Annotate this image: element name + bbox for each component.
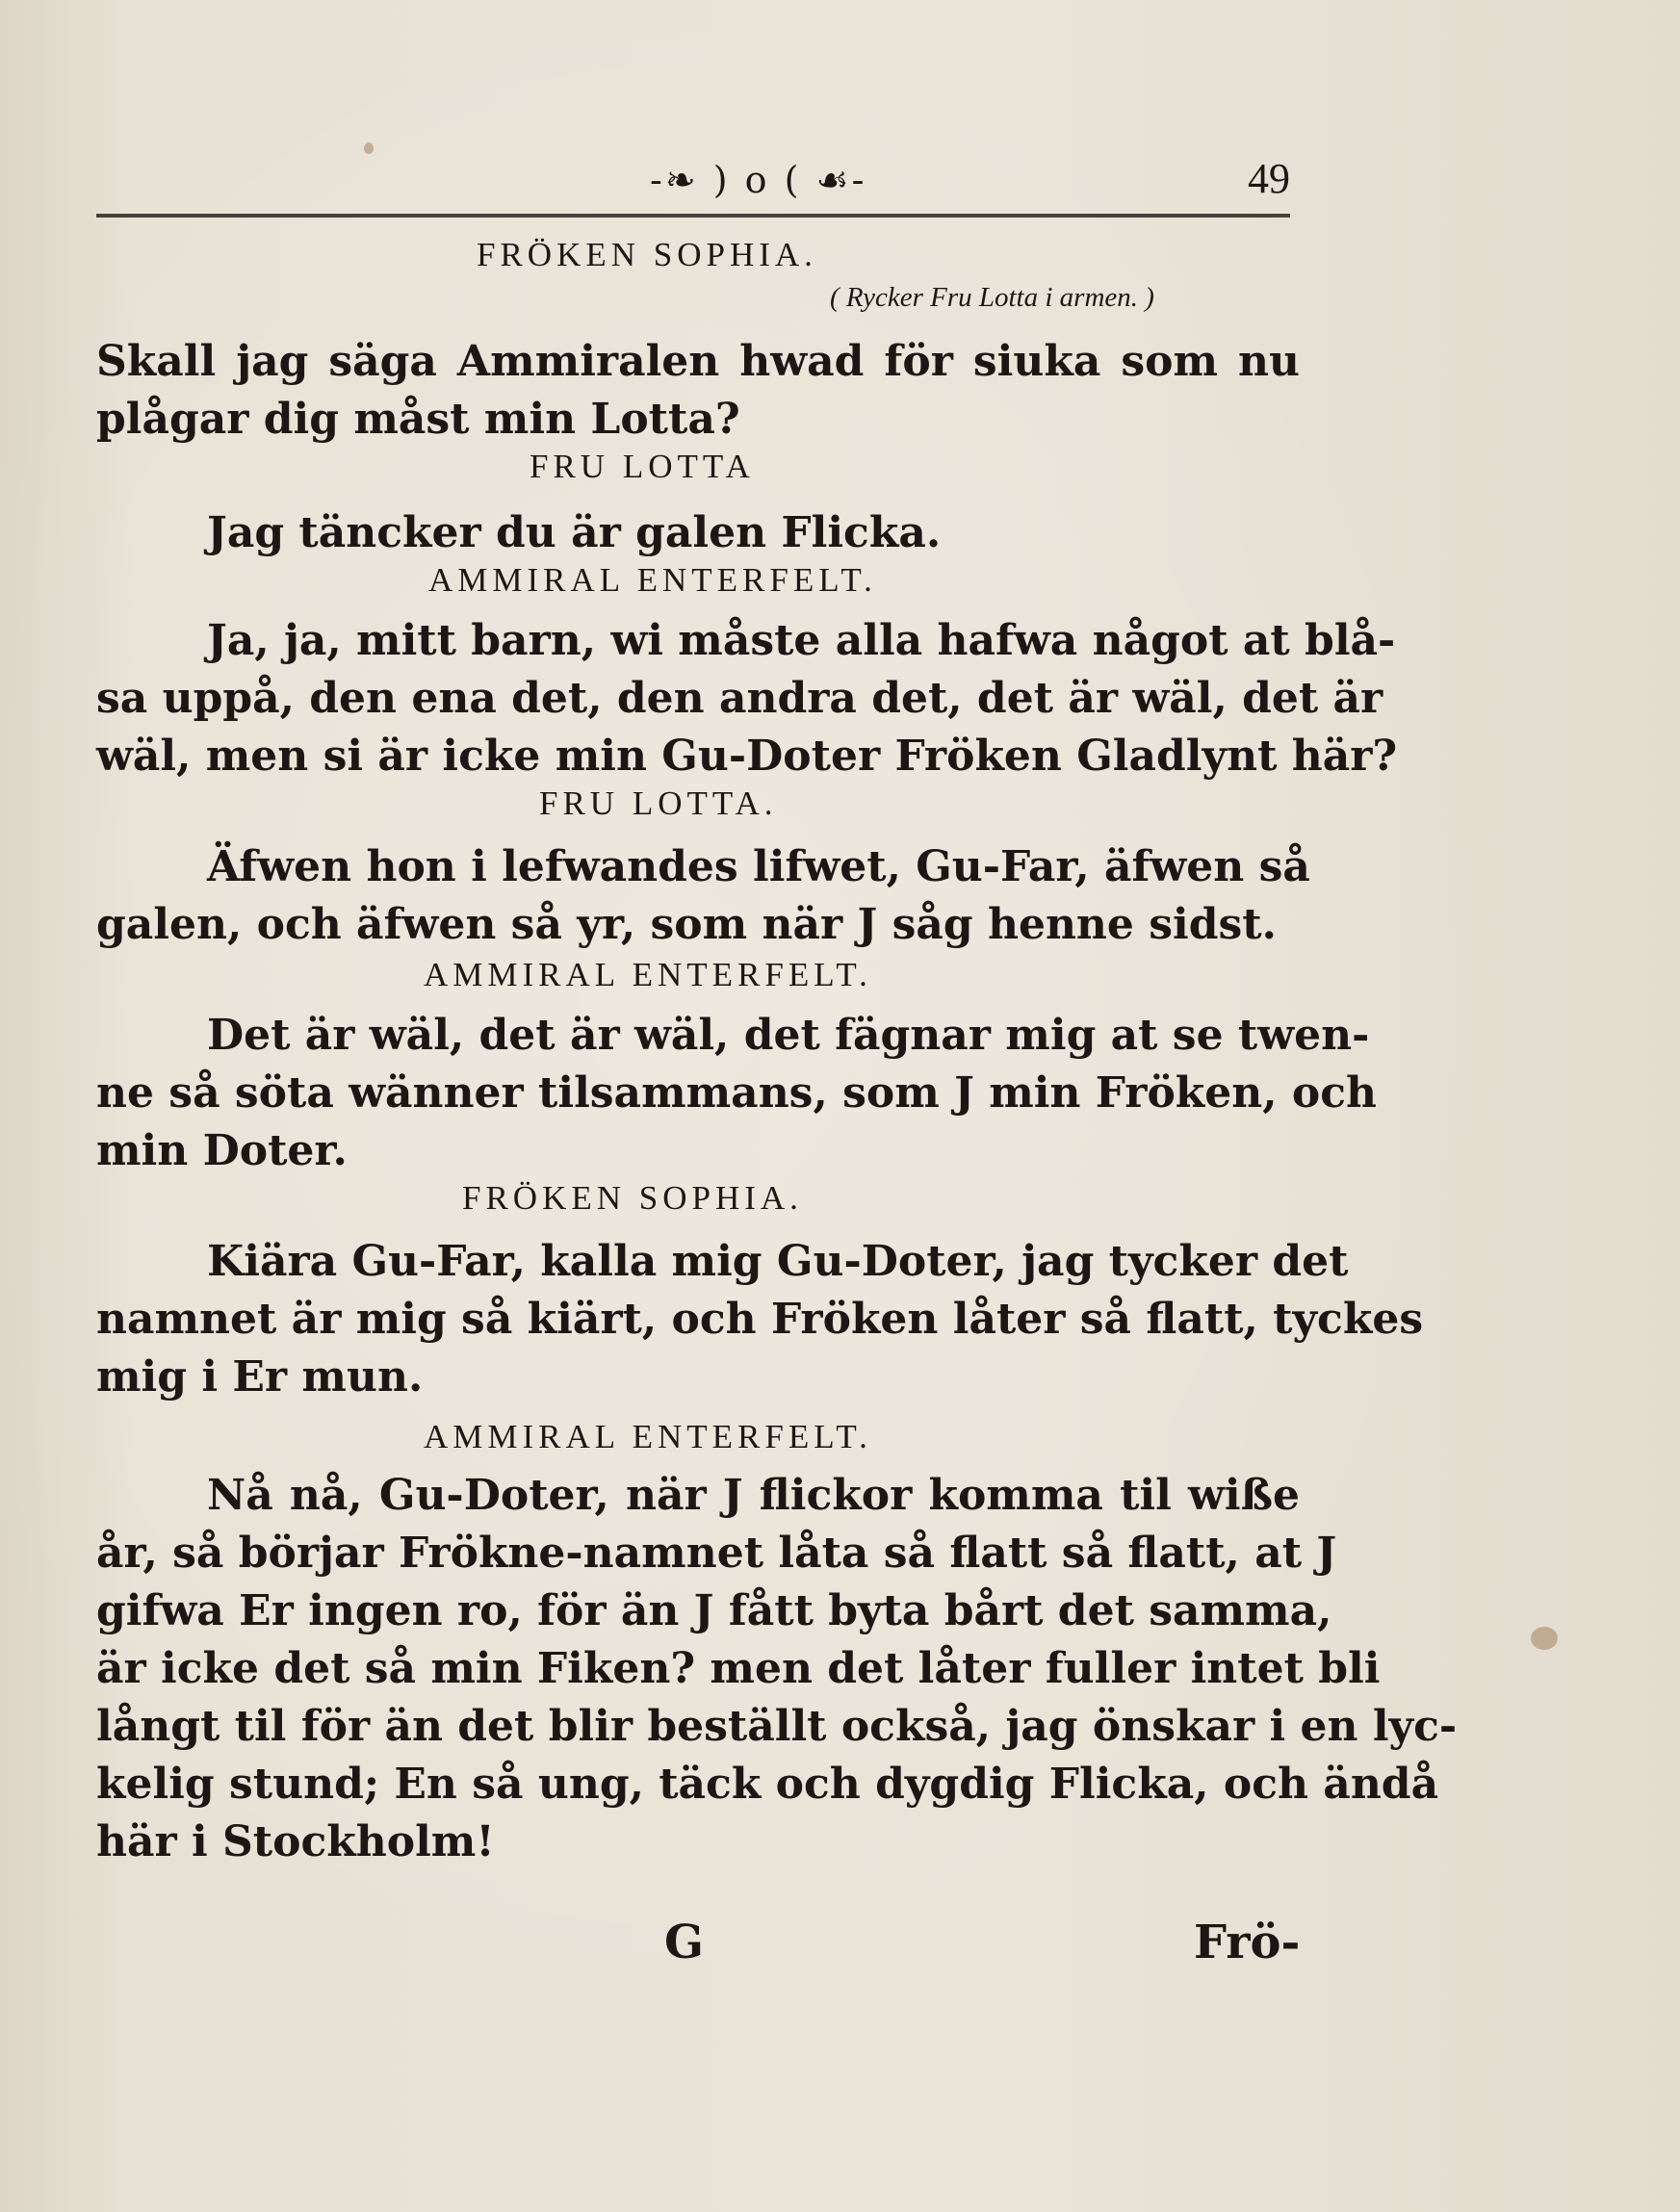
text-line: min Doter. xyxy=(96,1126,348,1175)
text-line: här i Stockholm! xyxy=(96,1817,495,1866)
text-line: ne så söta wänner tilsammans, som J min Fröken, och xyxy=(96,1068,1378,1118)
speaker-name: AMMIRAL ENTERFELT. xyxy=(424,1418,872,1455)
speaker-name: AMMIRAL ENTERFELT. xyxy=(424,956,872,993)
text-line: mig i Er mun. xyxy=(96,1352,424,1402)
text-line: namnet är mig så kiärt, och Fröken låter så flatt, tyckes xyxy=(96,1295,1424,1344)
stain xyxy=(364,142,374,154)
text-line: Det är wäl, det är wäl, det fägnar mig at se twen- xyxy=(207,1011,1370,1060)
stage-direction: ( Rycker Fru Lotta i armen. ) xyxy=(830,282,1154,313)
text-line: långt til för än det blir beställt också, jag önskar i en lyc- xyxy=(96,1702,1458,1751)
text-line: sa uppå, den ena det, den andra det, det är wäl, det är xyxy=(96,674,1383,723)
text-line: kelig stund; En så ung, täck och dygdig Flicka, och ändå xyxy=(96,1760,1439,1809)
header-rule xyxy=(96,214,1290,218)
text-line: galen, och äfwen så yr, som när J såg henne sidst. xyxy=(96,900,1277,949)
page-number: 49 xyxy=(1248,155,1290,202)
signature-mark: G xyxy=(664,1916,704,1969)
speaker-name: AMMIRAL ENTERFELT. xyxy=(428,561,877,599)
text-line: är icke det så min Fiken? men det låter fuller intet bli xyxy=(96,1644,1381,1693)
text-line: wäl, men si är icke min Gu-Doter Fröken Gladlynt här? xyxy=(96,732,1398,781)
header-ornament: -❧ ) o ( ☙- xyxy=(650,159,867,201)
catchword: Frö- xyxy=(1194,1916,1301,1969)
speaker-name: FRÖKEN SOPHIA. xyxy=(477,236,817,273)
speaker-name: FRU LOTTA xyxy=(530,448,755,485)
text-line: Kiära Gu-Far, kalla mig Gu-Doter, jag tycker det xyxy=(207,1237,1349,1286)
text-line: Skall jag säga Ammiralen hwad för siuka som nu xyxy=(96,337,1300,386)
page-header xyxy=(96,154,1290,231)
text-line: gifwa Er ingen ro, för än J fått byta bårt det samma, xyxy=(96,1586,1332,1635)
text-line: Ja, ja, mitt barn, wi måste alla hafwa något at blå- xyxy=(207,616,1396,665)
text-line: Jag täncker du är galen Flicka. xyxy=(207,508,942,557)
text-line: år, så börjar Frökne-namnet låta så flatt så flatt, at J xyxy=(96,1529,1337,1578)
text-line: plågar dig måst min Lotta? xyxy=(96,395,740,444)
text-line: Nå nå, Gu-Doter, när J flickor komma til wiße xyxy=(207,1471,1300,1520)
text-line: Äfwen hon i lefwandes lifwet, Gu-Far, äfwen så xyxy=(207,842,1310,891)
stain xyxy=(1531,1627,1558,1650)
speaker-name: FRÖKEN SOPHIA. xyxy=(462,1179,803,1217)
speaker-name: FRU LOTTA. xyxy=(539,784,778,822)
